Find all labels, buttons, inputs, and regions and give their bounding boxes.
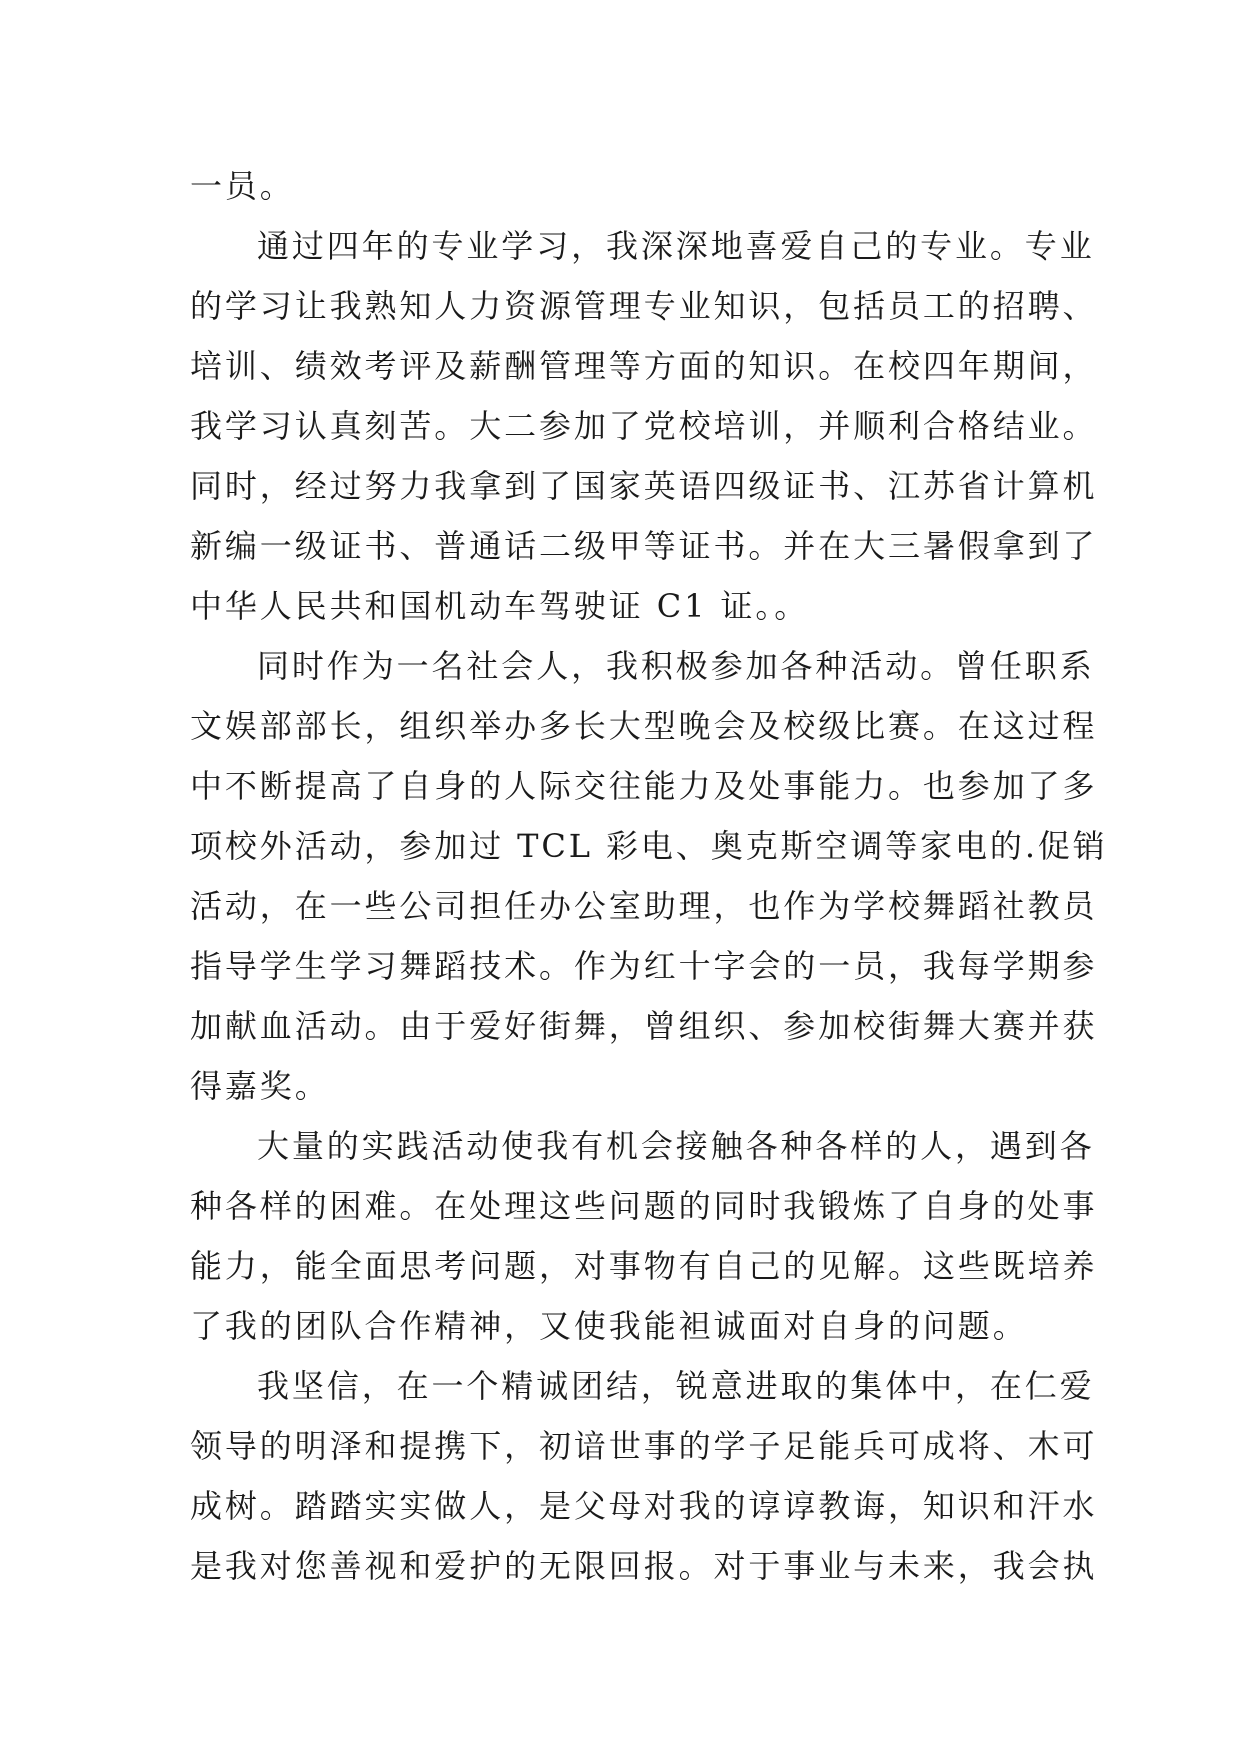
text-line: 活动，在一些公司担任办公室助理，也作为学校舞蹈社教员: [190, 887, 1098, 925]
text-line: 培训、绩效考评及薪酬管理等方面的知识。在校四年期间，: [190, 347, 1098, 385]
text-line: 我学习认真刻苦。大二参加了党校培训，并顺利合格结业。: [190, 407, 1098, 445]
text-line: 能力，能全面思考问题，对事物有自己的见解。这些既培养: [190, 1247, 1098, 1285]
text-line: 成树。踏踏实实做人，是父母对我的谆谆教诲，知识和汗水: [190, 1487, 1098, 1525]
paragraph-first-line: 大量的实践活动使我有机会接触各种各样的人，遇到各: [257, 1127, 1095, 1165]
text-line: 得嘉奖。: [190, 1067, 330, 1105]
text-line: 新编一级证书、普通话二级甲等证书。并在大三暑假拿到了: [190, 527, 1098, 565]
text-line: 是我对您善视和爱护的无限回报。对于事业与未来，我会执: [190, 1547, 1098, 1585]
text-line: 种各样的困难。在处理这些问题的同时我锻炼了自身的处事: [190, 1187, 1098, 1225]
text-line: 项校外活动，参加过 TCL 彩电、奥克斯空调等家电的.促销: [190, 827, 1108, 865]
text-line: 指导学生学习舞蹈技术。作为红十字会的一员，我每学期参: [190, 947, 1098, 985]
text-line: 了我的团队合作精神，又使我能袒诚面对自身的问题。: [190, 1307, 1028, 1345]
paragraph-first-line: 同时作为一名社会人，我积极参加各种活动。曾任职系: [257, 647, 1095, 685]
text-line: 中不断提高了自身的人际交往能力及处事能力。也参加了多: [190, 767, 1098, 805]
text-line: 同时，经过努力我拿到了国家英语四级证书、江苏省计算机: [190, 467, 1098, 505]
text-line: 加献血活动。由于爱好街舞，曾组织、参加校街舞大赛并获: [190, 1007, 1098, 1045]
text-line: 一员。: [190, 167, 295, 205]
paragraph-first-line: 我坚信，在一个精诚团结，锐意进取的集体中，在仁爱: [257, 1367, 1095, 1405]
text-line: 文娱部部长，组织举办多长大型晚会及校级比赛。在这过程: [190, 707, 1098, 745]
text-line: 的学习让我熟知人力资源管理专业知识，包括员工的招聘、: [190, 287, 1098, 325]
text-line: 领导的明泽和提携下，初谙世事的学子足能兵可成将、木可: [190, 1427, 1098, 1465]
text-line: 中华人民共和国机动车驾驶证 C1 证。。: [190, 587, 810, 625]
paragraph-first-line: 通过四年的专业学习，我深深地喜爱自己的专业。专业: [257, 227, 1095, 265]
